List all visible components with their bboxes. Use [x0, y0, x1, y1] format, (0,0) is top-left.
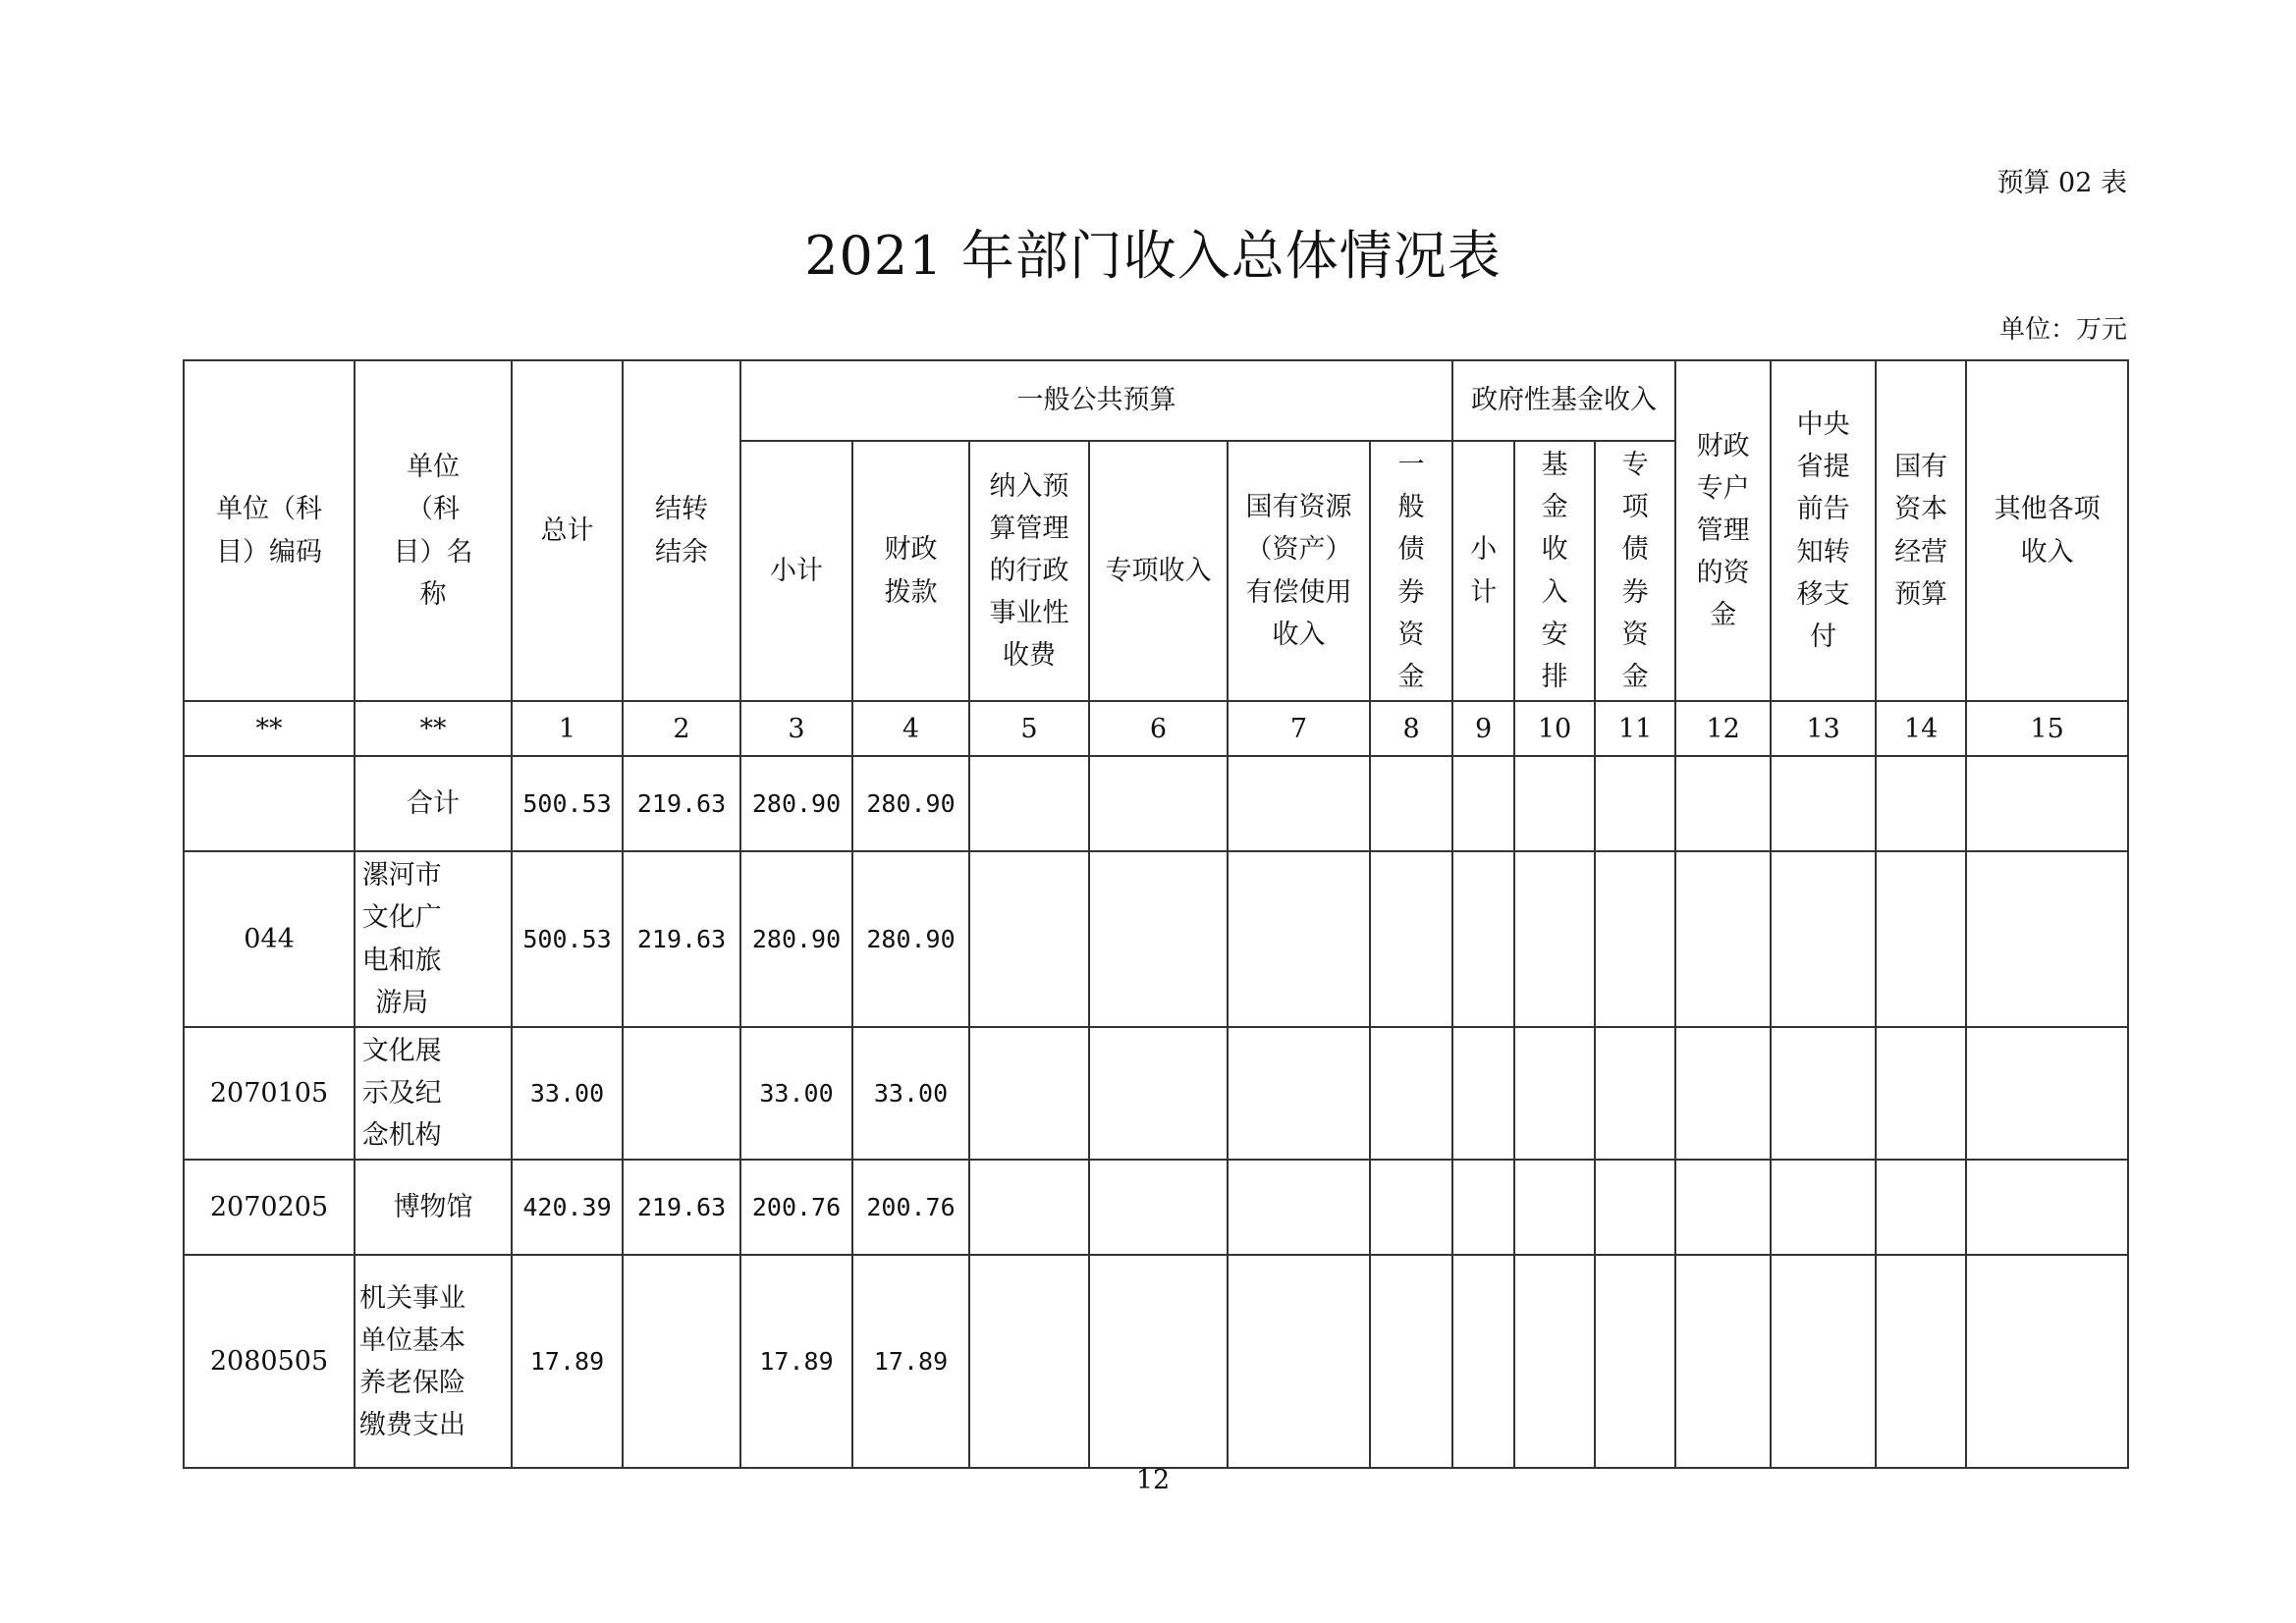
unit-label: 单位：万元 [1998, 315, 2127, 345]
header-special-bond: 专项债券资金 [1595, 441, 1675, 701]
index-cell: ** [184, 701, 355, 756]
row-total: 33.00 [512, 1027, 623, 1161]
row-subtotal: 280.90 [740, 756, 852, 851]
table-row [184, 1255, 2128, 1468]
row-fiscal: 17.89 [852, 1255, 969, 1468]
row-subtotal: 280.90 [740, 851, 852, 1027]
index-cell: 14 [1876, 701, 1966, 756]
row-code: 2070205 [184, 1160, 355, 1255]
index-cell: 3 [740, 701, 852, 756]
table-row [184, 1027, 2128, 1161]
index-cell: 1 [512, 701, 623, 756]
row-code: 2080505 [184, 1255, 355, 1468]
header-row-top [184, 360, 2128, 441]
index-cell: 8 [1370, 701, 1452, 756]
header-admin-fees: 纳入预算管理的行政事业性收费 [969, 441, 1089, 701]
header-state-assets: 国有资源（资产）有偿使用收入 [1228, 441, 1370, 701]
index-cell: 15 [1966, 701, 2128, 756]
form-number: 预算 02 表 [1996, 168, 2127, 198]
row-name: 博物馆 [355, 1160, 512, 1255]
header-name: 单位（科目）名称 [355, 360, 512, 701]
header-state-capital: 国有资本经营预算 [1876, 360, 1966, 701]
index-cell: 12 [1675, 701, 1771, 756]
header-gov-fund: 政府性基金收入 [1452, 360, 1675, 441]
row-carryover: 219.63 [623, 756, 740, 851]
row-subtotal: 200.76 [740, 1160, 852, 1255]
header-gov-subtotal: 小计 [1452, 441, 1514, 701]
index-cell: 11 [1595, 701, 1675, 756]
row-code [184, 756, 355, 851]
row-carryover [623, 1255, 740, 1468]
header-general-bond: 一般债券资金 [1370, 441, 1452, 701]
row-total: 500.53 [512, 756, 623, 851]
row-code: 2070105 [184, 1027, 355, 1161]
row-fiscal: 33.00 [852, 1027, 969, 1161]
row-name: 合计 [355, 756, 512, 851]
index-cell: 9 [1452, 701, 1514, 756]
row-subtotal: 33.00 [740, 1027, 852, 1161]
index-cell: 6 [1089, 701, 1228, 756]
table-row [184, 1160, 2128, 1255]
header-fund-income: 基金收入安排 [1514, 441, 1595, 701]
row-name: 机关事业单位基本养老保险缴费支出 [355, 1255, 512, 1468]
row-total: 500.53 [512, 851, 623, 1027]
header-central-transfer: 中央省提前告知转移支付 [1771, 360, 1876, 701]
header-total: 总计 [512, 360, 623, 701]
header-other-income: 其他各项收入 [1966, 360, 2128, 701]
income-table [183, 359, 2129, 1469]
index-cell: 5 [969, 701, 1089, 756]
header-carryover: 结转结余 [623, 360, 740, 701]
row-carryover [623, 1027, 740, 1161]
row-total: 17.89 [512, 1255, 623, 1468]
row-code: 044 [184, 851, 355, 1027]
index-cell: 7 [1228, 701, 1370, 756]
index-cell: 10 [1514, 701, 1595, 756]
index-cell: 13 [1771, 701, 1876, 756]
table-row-total [184, 756, 2128, 851]
row-name: 文化展示及纪念机构 [355, 1027, 512, 1161]
index-cell: 4 [852, 701, 969, 756]
row-fiscal: 280.90 [852, 756, 969, 851]
row-fiscal: 280.90 [852, 851, 969, 1027]
index-cell: 2 [623, 701, 740, 756]
index-cell: ** [355, 701, 512, 756]
index-row [184, 701, 2128, 756]
header-fiscal-account: 财政专户管理的资金 [1675, 360, 1771, 701]
header-fiscal-allocation: 财政拨款 [852, 441, 969, 701]
header-subtotal: 小计 [740, 441, 852, 701]
table-row [184, 851, 2128, 1027]
row-subtotal: 17.89 [740, 1255, 852, 1468]
row-total: 420.39 [512, 1160, 623, 1255]
row-carryover: 219.63 [623, 851, 740, 1027]
header-special-income: 专项收入 [1089, 441, 1228, 701]
header-general-budget: 一般公共预算 [740, 360, 1452, 441]
header-code: 单位（科目）编码 [184, 360, 355, 701]
row-carryover: 219.63 [623, 1160, 740, 1255]
row-fiscal: 200.76 [852, 1160, 969, 1255]
page-number: 12 [1135, 1465, 1171, 1495]
row-name: 漯河市文化广电和旅游局 [355, 851, 512, 1027]
page-title: 2021 年部门收入总体情况表 [804, 225, 1502, 287]
